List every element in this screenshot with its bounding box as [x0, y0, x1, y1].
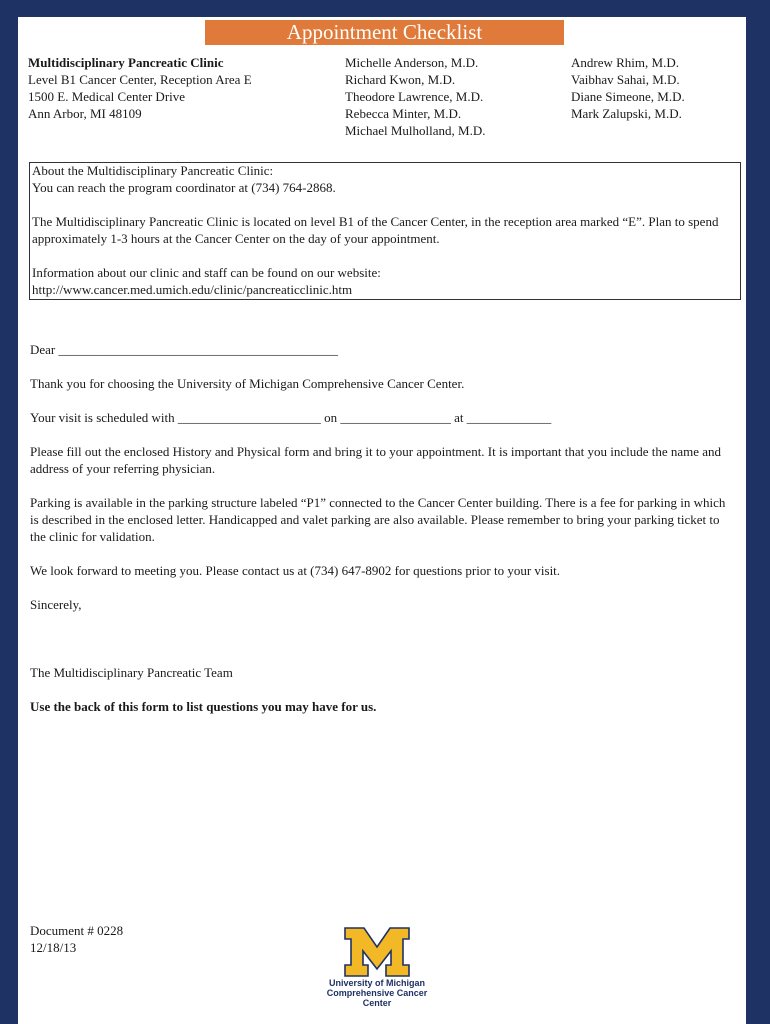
clinic-info-box — [29, 162, 741, 300]
scheduled-text: Your visit is scheduled with ______________________ on _________________ at _____________ — [30, 410, 552, 425]
page-title: Appointment Checklist — [205, 20, 564, 45]
physician-name: Michael Mulholland, M.D. — [345, 123, 486, 138]
signature: The Multidisciplinary Pancreatic Team — [30, 665, 233, 680]
closing: Sincerely, — [30, 597, 82, 612]
physician-name: Theodore Lawrence, M.D. — [345, 89, 484, 104]
physician-list-1 — [345, 54, 485, 139]
physician-name: Mark Zalupski, M.D. — [571, 106, 682, 121]
coordinator-contact: You can reach the program coordinator at (734) 764-2868. — [32, 180, 336, 195]
website-link[interactable]: http://www.cancer.med.umich.edu/clinic/pancreaticclinic.htm — [32, 282, 353, 297]
university-logo — [314, 927, 440, 1008]
clinic-address-block — [28, 54, 252, 122]
document-date: 12/18/13 — [30, 940, 77, 955]
physician-name: Michelle Anderson, M.D. — [345, 55, 479, 70]
letter-body — [30, 341, 734, 732]
block-m-icon — [344, 927, 410, 977]
clinic-name: Multidisciplinary Pancreatic Clinic — [28, 55, 224, 70]
logo-text-line1: University of Michigan — [328, 978, 426, 988]
form-instructions: Please fill out the enclosed History and Physical form and bring it to your appointment. It is important that you include the name and address of your referring physician. — [30, 444, 722, 476]
contact-text: We look forward to meeting you. Please contact us at (734) 647-8902 for questions prior to your visit. — [30, 563, 561, 578]
physician-name: Vaibhav Sahai, M.D. — [571, 72, 680, 87]
physician-name: Andrew Rhim, M.D. — [571, 55, 679, 70]
info-heading: About the Multidisciplinary Pancreatic Clinic: — [32, 163, 274, 178]
physician-name: Rebecca Minter, M.D. — [345, 106, 462, 121]
questions-note: Use the back of this form to list questions you may have for us. — [30, 699, 377, 714]
thanks-text: Thank you for choosing the University of Michigan Comprehensive Cancer Center. — [30, 376, 465, 391]
website-intro: Information about our clinic and staff can be found on our website: — [32, 265, 381, 280]
physician-list-2 — [571, 54, 685, 122]
physician-name: Diane Simeone, M.D. — [571, 89, 685, 104]
physician-name: Richard Kwon, M.D. — [345, 72, 456, 87]
document-number: Document # 0228 — [30, 923, 124, 938]
document-info — [30, 922, 123, 956]
address-line: 1500 E. Medical Center Drive — [28, 89, 186, 104]
address-line: Level B1 Cancer Center, Reception Area E — [28, 72, 252, 87]
logo-text-line2: Comprehensive Cancer Center — [326, 988, 428, 1008]
document-page — [18, 17, 746, 1024]
parking-info: Parking is available in the parking structure labeled “P1” connected to the Cancer Center building. There is a fee for parking in which is described in the enclosed letter. Handicapped and valet parking are also available. Please remember to bring your parking ticket to the clinic for validation. — [30, 495, 726, 544]
location-text: The Multidisciplinary Pancreatic Clinic is located on level B1 of the Cancer Center, in the reception area marked “E”. Plan to spend approximately 1-3 hours at the Cancer Center on the day of your appointment. — [32, 214, 719, 246]
salutation: Dear ___________________________________________ — [30, 342, 339, 357]
address-line: Ann Arbor, MI 48109 — [28, 106, 142, 121]
